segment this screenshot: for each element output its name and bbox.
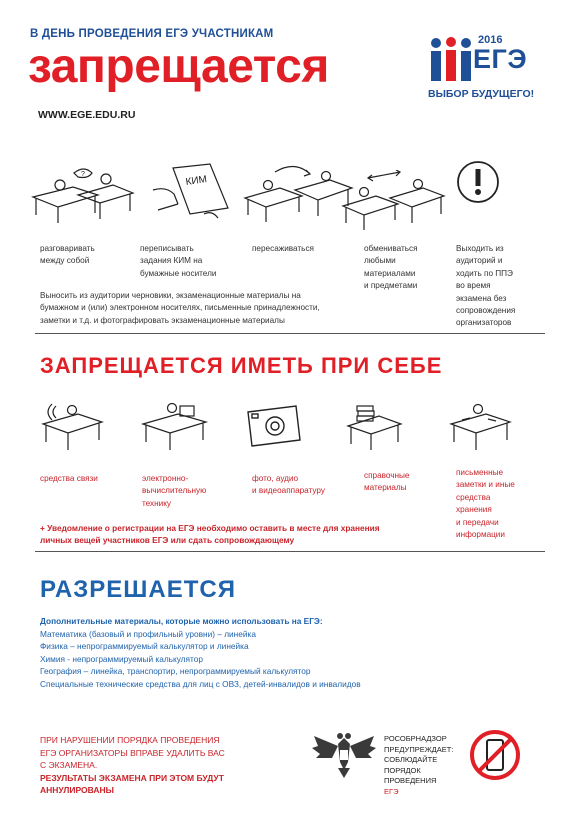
people-logo-icon <box>428 36 474 84</box>
item-caption-books: справочные материалы <box>364 471 410 493</box>
camera-icon <box>244 402 304 448</box>
action-caption-leaving: Выходить из аудиторий и ходить по ППЭ во время экзамена без сопровождения организаторов <box>456 244 516 328</box>
phone-desk-icon <box>40 402 105 452</box>
site-link[interactable]: WWW.EGE.EDU.RU <box>38 109 136 121</box>
item-caption-notes: письменные заметки и иные средства хранения и передачи информации <box>456 468 515 540</box>
allowed-title: РАЗРЕШАЕТСЯ <box>40 576 236 603</box>
exchanging-items-icon <box>338 170 448 230</box>
logo-name: ЕГЭ <box>473 44 528 74</box>
divider <box>35 551 545 552</box>
talking-students-icon <box>28 165 138 225</box>
ege-logo <box>428 30 546 106</box>
item-caption-computer: электронно- вычислительную технику <box>142 474 207 508</box>
item-caption-phone: средства связи <box>40 474 98 483</box>
violation-warning: ПРИ НАРУШЕНИИ ПОРЯДКА ПРОВЕДЕНИЯ ЕГЭ ОРГАНИЗАТОРЫ ВПРАВЕ УДАЛИТЬ ВАС С ЭКЗАМЕНА. РЕЗУЛЬТАТЫ ЭКЗАМЕНА ПРИ ЭТОМ БУДУТ АННУЛИРОВАНЫ <box>40 735 225 796</box>
list-item: Специальные технические средства для лиц с ОВЗ, детей-инвалидов и инвалидов <box>40 678 361 689</box>
item-caption-camera: фото, аудио и видеоаппаратуру <box>252 474 325 496</box>
no-phone-icon <box>468 728 522 782</box>
svg-text:?: ? <box>81 171 85 178</box>
action-caption-exchange: обмениваться любыми материалами и предметами <box>364 244 418 291</box>
allowed-list <box>40 615 361 691</box>
action-caption-talking: разговаривать между собой <box>40 244 95 266</box>
allowed-heading: Дополнительные материалы, которые можно использовать на ЕГЭ: <box>40 616 323 626</box>
list-item: Химия - непрограммируемый калькулятор <box>40 653 203 664</box>
books-desk-icon <box>345 402 405 452</box>
computer-desk-icon <box>140 402 210 452</box>
subheading: В ДЕНЬ ПРОВЕДЕНИЯ ЕГЭ УЧАСТНИКАМ <box>30 28 274 40</box>
list-item: Математика (базовый и профильный уровни) – линейка <box>40 628 256 639</box>
forbidden-items-title: ЗАПРЕЩАЕТСЯ ИМЕТЬ ПРИ СЕБЕ <box>40 353 443 378</box>
action-caption-copying: переписывать задания КИМ на бумажные носители <box>140 244 217 278</box>
list-item: Физика – непрограммируемый калькулятор и линейка <box>40 641 249 652</box>
registration-notice: + Уведомление о регистрации на ЕГЭ необходимо оставить в месте для хранения личных вещей участников ЕГЭ или сдать сопровождающему <box>40 523 380 546</box>
logo-slogan: ВЫБОР БУДУЩЕГО! <box>428 88 535 100</box>
copying-kim-icon <box>148 160 233 230</box>
eagle-emblem-icon <box>310 728 378 780</box>
removal-rule: Выносить из аудитории черновики, экзаменационные материалы на бумажном и (или) электронном носителях, письменные принадлежности, заметки и т.д. и фотографировать экзаменационные материалы <box>40 291 320 325</box>
rosobrnadzor-warning: РОСОБРНАДЗОР ПРЕДУПРЕЖДАЕТ: СОБЛЮДАЙТЕ ПОРЯДОК ПРОВЕДЕНИЯ ЕГЭ <box>384 734 454 796</box>
divider <box>35 333 545 334</box>
page-title: запрещается <box>28 40 329 93</box>
list-item: География – линейка, транспортир, непрограммируемый калькулятор <box>40 666 311 677</box>
svg-text:КИМ: КИМ <box>184 174 208 188</box>
exclamation-icon <box>455 158 501 210</box>
logo-year: 2016 <box>478 34 503 46</box>
action-caption-seats: пересаживаться <box>252 244 314 253</box>
notes-desk-icon <box>448 402 514 452</box>
